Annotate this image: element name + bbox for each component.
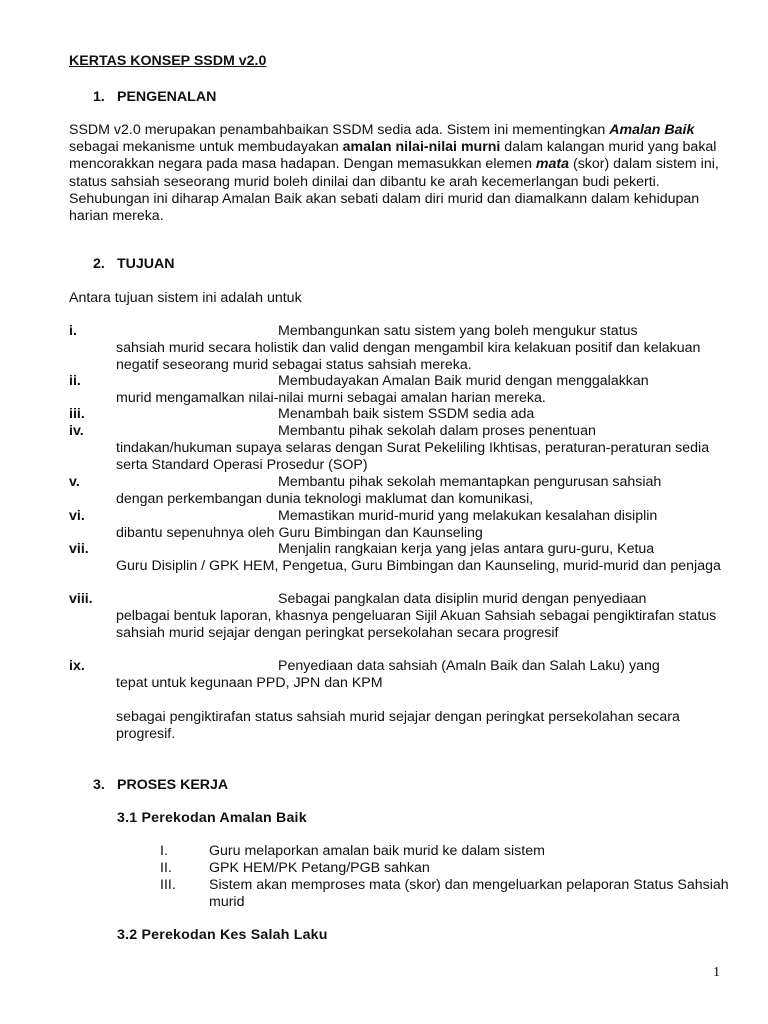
intro-text: SSDM v2.0 merupakan penambahbaikan SSDM sedia ada. Sistem ini mementingkan [69,122,610,138]
step-number: I. [160,843,168,859]
subsection-heading-3-2: 3.2 Perekodan Kes Salah Laku [117,927,328,943]
section-heading-tujuan [93,256,175,272]
tujuan-intro: Antara tujuan sistem ini adalah untuk [69,290,302,306]
objective-first-line: Penyediaan data sahsiah (Amaln Baik dan Salah Laku) yang [278,658,660,674]
section-heading-pengenalan [93,89,216,105]
intro-emphasis-mata: mata [535,156,570,173]
objective-number: iii. [69,406,85,422]
process-step [160,877,730,911]
objective-number: vi. [69,508,85,524]
objective-item [69,474,729,508]
section-title: PENGENALAN [117,89,217,105]
process-step [160,843,730,860]
objective-continuation: dengan perkembangan dunia teknologi maklumat dan komunikasi, [116,490,534,507]
step-text: Guru melaporkan amalan baik murid ke dalam sistem [209,843,545,859]
objective-first-line: Membantu pihak sekolah dalam proses penentuan [278,423,596,439]
page-number: 1 [713,965,720,980]
objective-item [69,373,729,407]
objective-first-line: Menambah baik sistem SSDM sedia ada [278,406,535,422]
objective-first-line: Sebagai pangkalan data disiplin murid dengan penyediaan [278,591,647,607]
subsection-heading-3-1: 3.1 Perekodan Amalan Baik [117,810,307,826]
intro-emphasis-nilai-murni: amalan nilai-nilai murni [342,139,501,156]
objective-continuation: murid mengamalkan nilai-nilai murni sebagai amalan harian mereka. [116,389,546,406]
objective-number: vii. [69,541,89,557]
process-step [160,860,730,877]
objective-continuation: tindakan/hukuman supaya selaras dengan Surat Pekeliling Ikhtisas, peraturan-peraturan sedia serta Standard Operasi Prosedur (SOP) [116,439,710,473]
objective-number: viii. [69,591,93,607]
objective-number: v. [69,474,80,490]
objective-first-line: Membangunkan satu sistem yang boleh mengukur status [278,323,638,339]
document-title: KERTAS KONSEP SSDM v2.0 [69,53,267,69]
intro-paragraph [69,122,729,225]
objective-continuation: pelbagai bentuk laporan, khasnya pengeluaran Sijil Akuan Sahsiah sebagai pengiktirafan status sahsiah murid sejajar dengan peringkat persekolahan secara progresif [116,607,717,641]
step-text: GPK HEM/PK Petang/PGB sahkan [209,860,430,876]
objective-number: ii. [69,373,81,389]
objective-number: iv. [69,423,84,439]
objective-first-line: Membantu pihak sekolah memantapkan pengurusan sahsiah [278,474,662,490]
section-number: 2. [93,256,105,272]
section-number: 1. [93,89,105,105]
closing-text: sebagai pengiktirafan status sahsiah murid sejajar dengan peringkat persekolahan secara progresif. [116,709,680,742]
objective-item [69,323,729,373]
closing-paragraph [69,709,729,743]
objective-item [69,423,729,473]
intro-text: dalam kalangan murid yang bakal mencorakkan negara pada masa hadapan. Dengan memasukkan elemen [69,139,717,173]
objective-item [69,541,729,575]
section-number: 3. [93,777,105,793]
objective-number: i. [69,323,77,339]
objective-first-line: Memastikan murid-murid yang melakukan kesalahan disiplin [278,508,658,524]
objective-item [69,591,729,641]
objective-continuation: Guru Disiplin / GPK HEM, Pengetua, Guru Bimbingan dan Kaunseling, murid-murid dan penjaga [116,557,721,574]
objective-item [69,658,729,692]
intro-emphasis-amalan-baik: Amalan Baik [609,122,695,138]
objective-first-line: Menjalin rangkaian kerja yang jelas antara guru-guru, Ketua [278,541,655,557]
step-number: III. [160,877,176,893]
objective-item [69,508,729,542]
section-title: PROSES KERJA [117,777,229,793]
objective-number: ix. [69,658,85,674]
objective-item [69,406,729,423]
section-title: TUJUAN [117,256,175,272]
step-text: Sistem akan memproses mata (skor) dan mengeluarkan pelaporan Status Sahsiah murid [209,877,729,910]
intro-text: sebagai mekanisme untuk membudayakan [69,139,343,156]
objective-continuation: sahsiah murid secara holistik dan valid dengan mengambil kira kelakuan positif dan kelakuan negatif seseorang murid sebagai status sahsiah mereka. [116,339,701,373]
intro-text: (skor) dalam sistem ini, status sahsiah seseorang murid boleh dinilai dan dibantu ke arah kecemerlangan budi pekerti. Sehubungan ini diharap Amalan Baik akan sebati dalam diri murid dan diamalkann dalam kehidupan harian mereka. [69,156,719,225]
objective-continuation: dibantu sepenuhnya oleh Guru Bimbingan dan Kaunseling [116,524,483,541]
section-heading-proses-kerja [93,777,228,793]
objective-continuation: tepat untuk kegunaan PPD, JPN dan KPM [116,674,383,691]
step-number: II. [160,860,172,876]
objective-first-line: Membudayakan Amalan Baik murid dengan menggalakkan [278,373,649,389]
